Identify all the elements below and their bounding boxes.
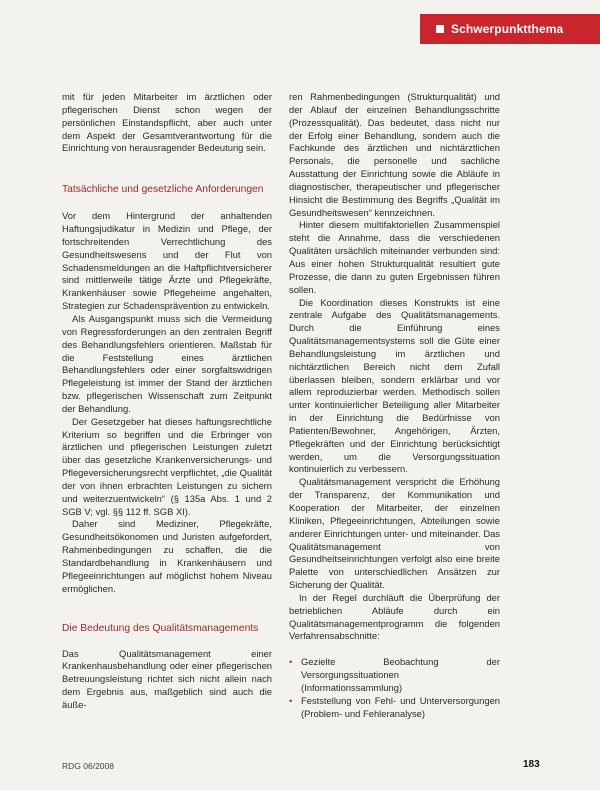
list-item-text: Gezielte Beobachtung der Versorgungssituationen (Informationssammlung) xyxy=(301,656,500,693)
left-column xyxy=(62,91,272,712)
paragraph: In der Regel durchläuft die Überprüfung der betrieblichen Abläufe durch ein Qualitätsmanagementprogramm die folgenden Verfahrensabschnitte: xyxy=(289,591,500,642)
list-item xyxy=(289,695,500,721)
right-column xyxy=(289,91,500,721)
bullet-list xyxy=(289,656,500,720)
journal-issue: RDG 06/2008 xyxy=(62,761,114,771)
section-heading: Tatsächliche und gesetzliche Anforderungen xyxy=(62,184,264,196)
paragraph: Daher sind Mediziner, Pflegekräfte, Gesundheitsökonomen und Juristen aufgefordert, Rahmenbedingungen zu schaffen, die die Standardbehandlung in Krankenhäusern und Pflegeeinrichtungen auf möglichst hohem Niveau ermöglichen. xyxy=(62,518,272,594)
section-header-tab xyxy=(420,14,600,44)
paragraph: Qualitätsmanagement verspricht die Erhöhung der Transparenz, der Kommunikation und Kooperation der Mitarbeiter, der einzelnen Kliniken, Pflegeeinrichtungen, Abteilungen sowie anderer Einrichtungen unter- und miteinander. Das Qualitätsmanagement von Gesundheitseinrichtungen verfolgt also eine breite Palette von unterschiedlichen Ansätzen zur Sicherung der Qualität. xyxy=(289,476,500,591)
paragraph: mit für jeden Mitarbeiter im ärztlichen oder pflegerischen Dienst schon wegen der persönlichen Einstandspflicht, aber auch unter dem Aspekt der Gesamtverantwortung für die Einrichtung von herausragender Bedeutung sein. xyxy=(62,91,272,154)
paragraph: Die Koordination dieses Konstrukts ist eine zentrale Aufgabe des Qualitätsmanagements. Durch die Einführung eines Qualitätsmanagementsystems soll die Güte einer Behandlungsleistung im ärztlichen und nichtärztlichen Bereich nicht dem Zufall überlassen bleiben, sondern erklärbar und vor allem reproduzierbar werden. Methodisch sollen unter kontinuierlicher Beteiligung aller Mitarbeiter in der Einrichtung die Bedürfnisse von Patienten/Bewohner, Angehörigen, Ärzten, Pflegekräften und der Einrichtung berücksichtigt werden, um die Versorgungssituation kontinuierlich zu verbessern. xyxy=(289,296,500,475)
list-item xyxy=(289,656,500,695)
paragraph: Das Qualitätsmanagement einer Krankenhausbehandlung oder einer pflegerischen Betreuungsleistung richtet sich nicht allein nach dem Ergebnis aus, maßgeblich sind auch die äuße- xyxy=(62,647,272,710)
section-label: Schwerpunktthema xyxy=(451,22,564,36)
page-number: 183 xyxy=(523,759,540,770)
bullet-icon: • xyxy=(289,656,293,668)
paragraph: Als Ausgangspunkt muss sich die Vermeidung von Regressforderungen an den zentralen Begriff des Behandlungsfehlers orientieren. Maßstab für die Feststellung eines ärztlichen Behandlungsfehlers oder einer sorgfaltswidrigen Pflegeleistung ist immer der Stand der ärztlichen bzw. pflegerischen Wissenschaft zum Zeitpunkt der Behandlung. xyxy=(62,312,272,414)
bullet-icon: • xyxy=(289,694,293,706)
paragraph: ren Rahmenbedingungen (Strukturqualität) und der Ablauf der einzelnen Behandlungsschritte (Prozessqualität). Das bedeutet, dass nicht nur der Erfolg einer Behandlung, sondern auch die Fachkunde des ärztlichen und nichtärztlichen Personals, die personelle und sachliche Ausstattung der Einrichtung sowie die Abläufe in diagnostischer, therapeutischer und pflegerischer Hinsicht die Bestimmung des Begriffs „Qualität im Gesundheitswesen“ kennzeichnen. xyxy=(289,91,500,218)
paragraph: Hinter diesem multifaktoriellen Zusammenspiel steht die Annahme, dass die verschiedenen Qualitäten ursächlich miteinander verbunden sind: Aus einer hohen Strukturqualität resultiert gute Prozesse, die dann zu guten Ergebnissen führen sollen. xyxy=(289,219,500,295)
square-icon xyxy=(436,25,444,33)
paragraph: Vor dem Hintergrund der anhaltenden Haftungsjudikatur in Medizin und Pflege, der fortschreitenden Verrechtlichung des Gesundheitswesens und der Flut von Schadensmeldungen an die Haftpflichtversicherer sind mittlerweile tätige Ärzte und Pflegekräfte, Krankenhäuser sowie Pflegeheime angehalten, Strategien zur Schadensprävention zu entwickeln. xyxy=(62,210,272,312)
section-heading: Die Bedeutung des Qualitätsmanagements xyxy=(62,622,259,634)
paragraph: Der Gesetzgeber hat dieses haftungsrechtliche Kriterium so begriffen und die Erbringer von ärztlichen und pflegerischen Leistungen zuletzt über das gesetzliche Krankenversicherungs- und Pflegeversicherungsrecht verpflichtet, „die Qualität der von ihnen erbrachten Leistungen zu sichern und weiterzuentwickeln“ (§ 135a Abs. 1 und 2 SGB V; vgl. §§ 112 ff. SGB XI). xyxy=(62,415,272,517)
list-item-text: Feststellung von Fehl- und Unterversorgungen (Problem- und Fehleranalyse) xyxy=(301,694,500,719)
